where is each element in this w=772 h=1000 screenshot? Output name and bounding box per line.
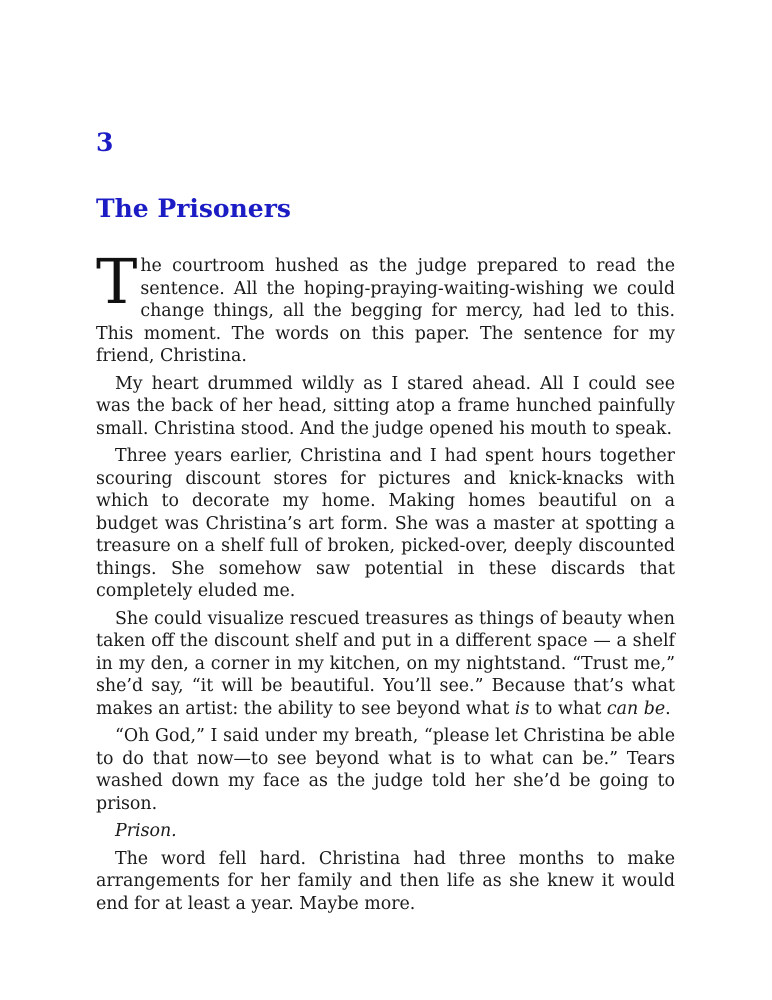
paragraph-4-text-c: . [665,698,671,719]
chapter-text [96,245,675,920]
paragraph-4-text-b: to what [529,698,607,719]
drop-cap: T [96,245,138,318]
emphasis-can-be: can be [606,698,666,719]
paragraph-4 [96,608,675,721]
paragraph-4-text-a: She could visualize rescued treasures as things of beauty when taken off the discount shelf and put in a different space — a shelf in my den, a corner in my kitchen, on my nightstand. “Trust me,” she’d say, “it will be beautiful. You’ll see.” Because that’s what makes an artist: the ability to see beyond what [96,608,675,719]
emphasis-prison: Prison. [115,821,177,841]
emphasis-is: is [514,698,530,719]
paragraph-5: “Oh God,” I said under my breath, “please let Christina be able to do that now—to see beyond what is to what can be.” Tears washed down my face as the judge told her she’d be going to prison. [96,726,675,814]
paragraph-1 [96,245,675,368]
paragraph-1-text: he courtroom hushed as the judge prepared to read the sentence. All the hoping-praying-waiting-wishing we could change things, all the begging for mercy, had led to this. This moment. The words on this paper. The sentence for my friend, Christina. [96,256,675,366]
paragraph-3: Three years earlier, Christina and I had spent hours together scouring discount stores for pictures and knick-knacks with which to decorate my home. Making homes beautiful on a budget was Christina’s art form. She was a master at spotting a treasure on a shelf full of broken, picked-over, deeply discounted things. She somehow saw potential in these discards that completely eluded me. [96,446,675,601]
chapter-title: The Prisoners [96,194,291,223]
paragraph-2: My heart drummed wildly as I stared ahead. All I could see was the back of her head, sitting atop a frame hunched painfully small. Christina stood. And the judge opened his mouth to speak. [96,373,675,439]
paragraph-6 [96,820,675,843]
paragraph-7: The word fell hard. Christina had three months to make arrangements for her family and then life as she knew it would end for at least a year. Maybe more. [96,848,675,914]
chapter-number: 3 [96,128,114,157]
